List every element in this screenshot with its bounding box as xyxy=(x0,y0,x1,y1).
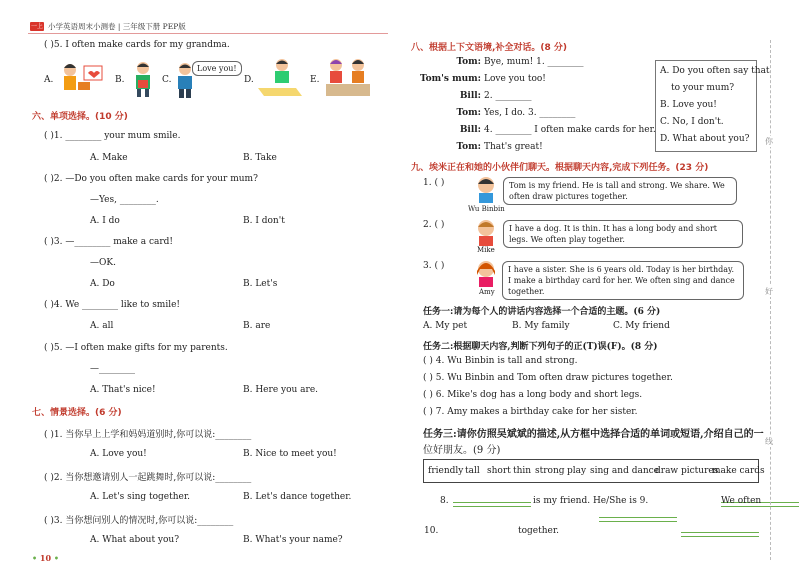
side-char-3: 线 xyxy=(765,437,773,446)
q5-opt-e: E. xyxy=(310,75,320,85)
task-1-opt-a: A. My pet xyxy=(423,321,468,331)
fill-10-number: 10. xyxy=(424,526,439,536)
fill-8-number: 8. xyxy=(440,496,449,506)
s7-q3-a: A. What about you? xyxy=(90,535,180,545)
word-6: play xyxy=(567,466,587,476)
dialog-line-5: 4. ________ I often make cards for her. xyxy=(484,125,656,135)
side-char-2: 好 xyxy=(765,287,773,296)
s6-q5-line2: —________ xyxy=(90,364,135,374)
page-number: • 10 • xyxy=(32,553,59,563)
word-8: draw pictures xyxy=(655,466,719,476)
task-1-opt-c: C. My friend xyxy=(613,321,670,331)
dialog-speaker-3: Bill: xyxy=(459,91,481,101)
s7-q2: ( )2. 当你想邀请别人一起跳舞时,你可以说:________ xyxy=(44,473,252,483)
dialog-line-1: Bye, mum! 1. ________ xyxy=(484,57,584,67)
wu-binbin-avatar xyxy=(474,175,498,203)
task-3-title-line1: 任务三:请你仿照吴斌斌的描述,从方框中选择合适的单词或短语,介绍自己的一 xyxy=(423,429,764,440)
word-7: sing and dance xyxy=(590,466,659,476)
fill-8-blank-2[interactable] xyxy=(599,509,677,522)
s6-q5-b: B. Here you are. xyxy=(243,385,319,395)
chat-1-number: 1. ( ) xyxy=(423,178,445,188)
mike-name: Mike xyxy=(477,246,495,254)
card-gift-illustration xyxy=(58,58,108,98)
header-tag: 一上 xyxy=(30,23,43,30)
option-c: C. No, I don't. xyxy=(660,117,724,127)
fill-10-blank[interactable] xyxy=(681,524,759,537)
s6-q2-b: B. I don't xyxy=(243,216,285,226)
love-you-bubble: Love you! xyxy=(192,61,242,76)
option-a: A. Do you often say that xyxy=(660,66,770,76)
section-8-title: 八、根据上下文语境,补全对话。(8 分) xyxy=(411,43,568,53)
chat-3-number: 3. ( ) xyxy=(423,261,445,271)
header-title: 小学英语周末小测卷 | 三年级下册 PEP版 xyxy=(48,22,186,31)
task-1-opt-b: B. My family xyxy=(512,321,570,331)
wu-binbin-name: Wu Binbin xyxy=(468,205,505,213)
header-rule xyxy=(28,33,388,34)
word-2: tall xyxy=(465,466,480,476)
s7-q1-a: A. Love you! xyxy=(90,449,147,459)
s7-q2-a: A. Let's sing together. xyxy=(90,492,191,502)
tf-7: ( ) 7. Amy makes a birthday cake for her sister. xyxy=(423,407,638,417)
word-9: make cards xyxy=(712,466,765,476)
s6-q4-b: B. are xyxy=(243,321,271,331)
dialog-line-4: Yes, I do. 3. ________ xyxy=(484,108,576,118)
s7-q3-b: B. What's your name? xyxy=(243,535,343,545)
s6-q3: ( )3. —________ make a card! xyxy=(44,237,174,247)
mike-avatar xyxy=(474,218,498,246)
s7-q1: ( )1. 当你早上上学和妈妈道别时,你可以说:________ xyxy=(44,430,252,440)
task-1-title: 任务一:请为每个人的讲话内容选择一个合适的主题。(6 分) xyxy=(423,307,661,317)
s6-q2-a: A. I do xyxy=(90,216,120,226)
dialog-speaker-2: Tom's mum: xyxy=(419,74,481,84)
section-7-title: 七、情景选择。(6 分) xyxy=(32,408,122,418)
s6-q1: ( )1. ________ your mum smile. xyxy=(44,131,181,141)
amy-avatar xyxy=(474,259,498,287)
chat-2-bubble: I have a dog. It is thin. It has a long body and short legs. We often play together. xyxy=(503,220,743,248)
s6-q5: ( )5. —I often make gifts for my parents. xyxy=(44,343,228,353)
q5-opt-b: B. xyxy=(115,75,125,85)
option-d: D. What about you? xyxy=(660,134,750,144)
tf-5: ( ) 5. Wu Binbin and Tom often draw pictures together. xyxy=(423,373,673,383)
option-a-cont: to your mum? xyxy=(671,83,735,93)
s7-q1-b: B. Nice to meet you! xyxy=(243,449,337,459)
s6-q3-a: A. Do xyxy=(90,279,115,289)
fill-10-text: together. xyxy=(518,526,560,536)
two-kids-illustration xyxy=(322,56,374,98)
dialog-line-2: Love you too! xyxy=(484,74,546,84)
s6-q2: ( )2. —Do you often make cards for your mum? xyxy=(44,174,258,184)
word-3: short xyxy=(487,466,511,476)
tf-6: ( ) 6. Mike's dog has a long body and short legs. xyxy=(423,390,643,400)
s6-q4: ( )4. We ________ like to smile! xyxy=(44,300,181,310)
word-4: thin xyxy=(513,466,532,476)
dialog-line-3: 2. ________ xyxy=(484,91,532,101)
task-2-title: 任务二:根据聊天内容,判断下列句子的正(T)误(F)。(8 分) xyxy=(423,342,658,352)
fill-8-tail: We often xyxy=(721,496,762,506)
side-char-1: 你 xyxy=(765,137,773,146)
word-5: strong xyxy=(535,466,565,476)
s6-q5-a: A. That's nice! xyxy=(90,385,156,395)
dialog-speaker-6: Tom: xyxy=(456,142,481,152)
q5-opt-a: A. xyxy=(44,75,54,85)
gift-box-illustration xyxy=(128,60,158,98)
fill-8-text: is my friend. He/She is 9. xyxy=(533,496,649,506)
dialog-speaker-4: Tom: xyxy=(456,108,481,118)
chat-1-bubble: Tom is my friend. He is tall and strong. We share. We often draw pictures together. xyxy=(503,177,737,205)
word-1: friendly xyxy=(428,466,464,476)
s6-q4-a: A. all xyxy=(90,321,114,331)
section-9-title: 九、埃米正在和她的小伙伴们聊天。根据聊天内容,完成下列任务。(23 分) xyxy=(411,163,709,173)
s6-q1-a: A. Make xyxy=(90,153,128,163)
q5-opt-c: C. xyxy=(162,75,172,85)
drawing-boy-illustration xyxy=(256,56,304,98)
s6-q1-b: B. Take xyxy=(243,153,277,163)
binding-line xyxy=(770,40,771,560)
s6-q3-b: B. Let's xyxy=(243,279,278,289)
chat-3-bubble: I have a sister. She is 6 years old. Today is her birthday. I make a birthday card for her. We often sing and dance together. xyxy=(502,261,744,300)
s7-q2-b: B. Let's dance together. xyxy=(243,492,352,502)
amy-name: Amy xyxy=(479,288,495,296)
q5-opt-d: D. xyxy=(244,75,254,85)
s7-q3: ( )3. 当你想问别人的情况时,你可以说:________ xyxy=(44,516,234,526)
tf-4: ( ) 4. Wu Binbin is tall and strong. xyxy=(423,356,578,366)
q5-title: ( )5. I often make cards for my grandma. xyxy=(44,40,230,50)
dialog-line-6: That's great! xyxy=(484,142,543,152)
dialog-speaker-5: Bill: xyxy=(459,125,481,135)
option-b: B. Love you! xyxy=(660,100,717,110)
chat-2-number: 2. ( ) xyxy=(423,220,445,230)
section-6-title: 六、单项选择。(10 分) xyxy=(32,112,128,122)
dialog-speaker-1: Tom: xyxy=(456,57,481,67)
s6-q3-line2: —OK. xyxy=(90,258,116,268)
task-3-title-line2: 位好朋友。(9 分) xyxy=(423,445,501,456)
s6-q2-line2: —Yes, ________. xyxy=(90,195,159,205)
fill-8-blank[interactable] xyxy=(453,494,531,507)
